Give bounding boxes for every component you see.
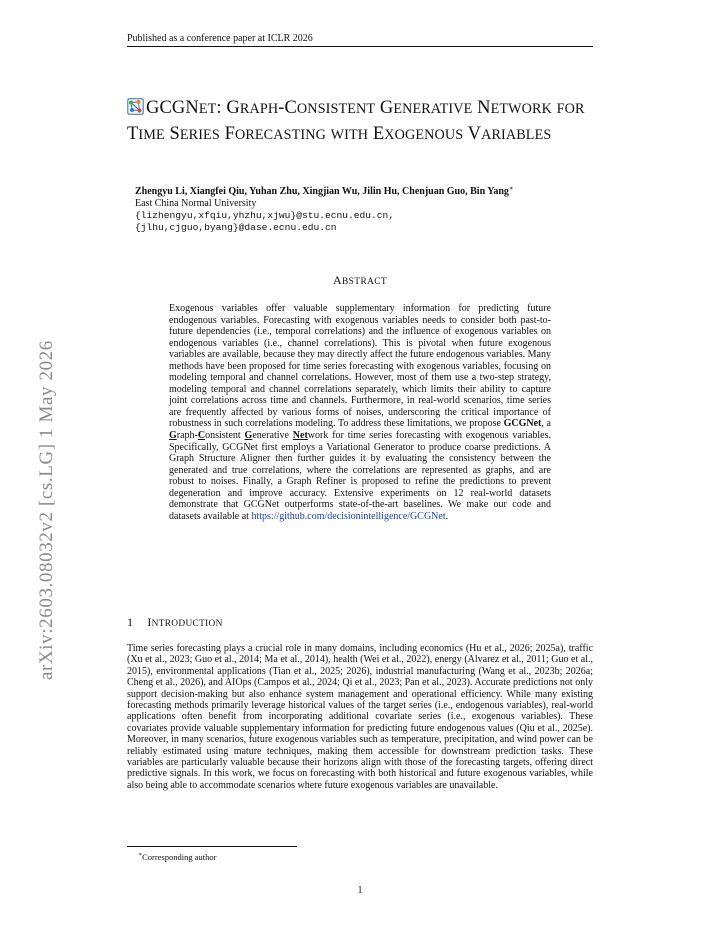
footnote-divider: [127, 846, 297, 847]
footnote: [138, 850, 216, 862]
footnote-mark: ∗: [138, 852, 143, 858]
paper-title: [127, 96, 595, 147]
author-block: [135, 183, 595, 234]
abstract-heading-text: ABSTRACT: [332, 273, 388, 287]
abstract-body: Exogenous variables offer valuable supplementary information for predicting future endogenous variables. Forecasting with exogenous variables needs to consider both past-to-future dependencies (i.e., temporal correlations) and the influence of exogenous variables on endogenous variables (i.e., channel correlations). This is pivotal when future exogenous variables are available, because they may directly affect the future endogenous variables. Many methods have been proposed for time series forecasting with exogenous variables, focusing on modeling temporal and channel correlations. However, most of them use a two-step strategy, modeling temporal and channel correlations separately, which limits their ability to capture joint correlations across time and channels. Furthermore, in real-world scenarios, time series are frequently affected by various forms of noises, underscoring the critical importance of robustness in such correlations modeling. To address these limitations, we propose GCGNet, a Graph-Consistent Generative Network for time series forecasting with exogenous variables. Specifically, GCGNet first employs a Variational Generator to produce coarse predictions. A Graph Structure Aligner then further guides it by evaluating the consistency between the generated and true correlations, where the correlations are represented as graphs, and are robust to noises. Finally, a Graph Refiner is proposed to refine the predictions to prevent degeneration and improve accuracy. Extensive experiments on 12 real-world datasets demonstrate that GCGNet outperforms state-of-the-art baselines. We make our code and datasets available at https://github.com/decisionintelligence/GCGNet.: [169, 303, 551, 522]
arxiv-stamp: arXiv:2603.08032v2 [cs.LG] 1 May 2026: [36, 340, 57, 680]
paper-title-text: GCGNET: GRAPH-CONSISTENT GENERATIVE NETWORK FOR TIME SERIES FORECASTING WITH EXOGENOUS VARIABLES: [127, 98, 585, 144]
section-heading-introduction: [127, 615, 223, 630]
model-name-expansion: Graph-Consistent Generative Network: [169, 430, 329, 442]
author-email-line-2: {jlhu,cjguo,byang}@dase.ecnu.edu.cn: [135, 222, 337, 233]
introduction-paragraph: Time series forecasting plays a crucial role in many domains, including economics (Hu et al., 2026; 2025a), traffic (Xu et al., 2023; Guo et al., 2014; Ma et al., 2014), health (Wei et al., 2022), energy (Alvarez et al., 2011; Guo et al., 2015), environmental applications (Tian et al., 2025; 2026), industrial manufacturing (Wang et al., 2023b; 2026a; Cheng et al., 2026), and AIOps (Campos et al., 2024; Qi et al., 2023; Pan et al., 2023). Accurate predictions not only support decision-making but also enhance system management and operational efficiency. While many existing forecasting methods primarily leverage historical values of the target series (i.e., endogenous variables), real-world applications often benefit from incorporating additional covariate series (i.e., exogenous variables). These covariates provide valuable supplementary information for predicting future endogenous values (Qiu et al., 2025e). Moreover, in many scenarios, future exogenous variables such as temperature, precipitation, and wind power can be reliably estimated using mature techniques, making them accessible for downstream prediction tasks. These variables are particularly valuable because their horizons align with those of the forecasting targets, offering direct predictive signals. In this work, we focus on forecasting with both historical and future exogenous variables, while also being able to accommodate scenarios where future exogenous variables are unavailable.: [127, 643, 593, 791]
network-graph-icon: [127, 98, 144, 115]
author-email-line-1: {lizhengyu,xfqiu,yhzhu,xjwu}@stu.ecnu.edu.cn,: [135, 210, 395, 221]
abstract-heading: [0, 273, 720, 288]
running-header-text: Published as a conference paper at ICLR 2026: [127, 33, 313, 44]
footnote-text: Corresponding author: [142, 852, 217, 862]
code-repository-link[interactable]: https://github.com/decisionintelligence/GCGNet: [251, 510, 446, 522]
page-number: 1: [357, 885, 363, 896]
section-number: 1: [127, 615, 134, 629]
running-header: [127, 33, 593, 47]
section-title: INTRODUCTION: [147, 615, 223, 629]
author-affiliation: East China Normal University: [135, 198, 257, 209]
abstract-text-part-2: for time series forecasting with exogenous variables. Specifically, GCGNet first employs a Variational Generator to produce coarse predictions. A Graph Structure Aligner then further guides it by evaluating the consistency between the generated and true correlations, where the correlations are represented as graphs, and are robust to noises. Finally, a Graph Refiner is proposed to refine the predictions to prevent degeneration and improve accuracy. Extensive experiments on 12 real-world datasets demonstrate that GCGNet outperforms state-of-the-art baselines. We make our code and datasets available at: [169, 430, 551, 522]
author-names: Zhengyu Li, Xiangfei Qiu, Yuhan Zhu, Xingjian Wu, Jilin Hu, Chenjuan Guo, Bin Yang: [135, 186, 509, 197]
model-name: GCGNet: [503, 418, 542, 430]
abstract-text-part-1: Exogenous variables offer valuable supplementary information for predicting future endogenous variables. Forecasting with exogenous variables needs to consider both past-to-future dependencies (i.e., temporal correlations) and the influence of exogenous variables on endogenous variables (i.e., channel correlations). This is pivotal when future exogenous variables are available, because they may directly affect the future endogenous variables. Many methods have been proposed for time series forecasting with exogenous variables, focusing on modeling temporal and channel correlations. However, most of them use a two-step strategy, modeling temporal and channel correlations separately, which limits their ability to capture joint correlations across time and channels. Furthermore, in real-world scenarios, time series are frequently affected by various forms of noises, underscoring the critical importance of robustness in such correlations modeling. To address these limitations, we propose: [169, 303, 551, 430]
corresponding-mark: ∗: [508, 186, 514, 192]
